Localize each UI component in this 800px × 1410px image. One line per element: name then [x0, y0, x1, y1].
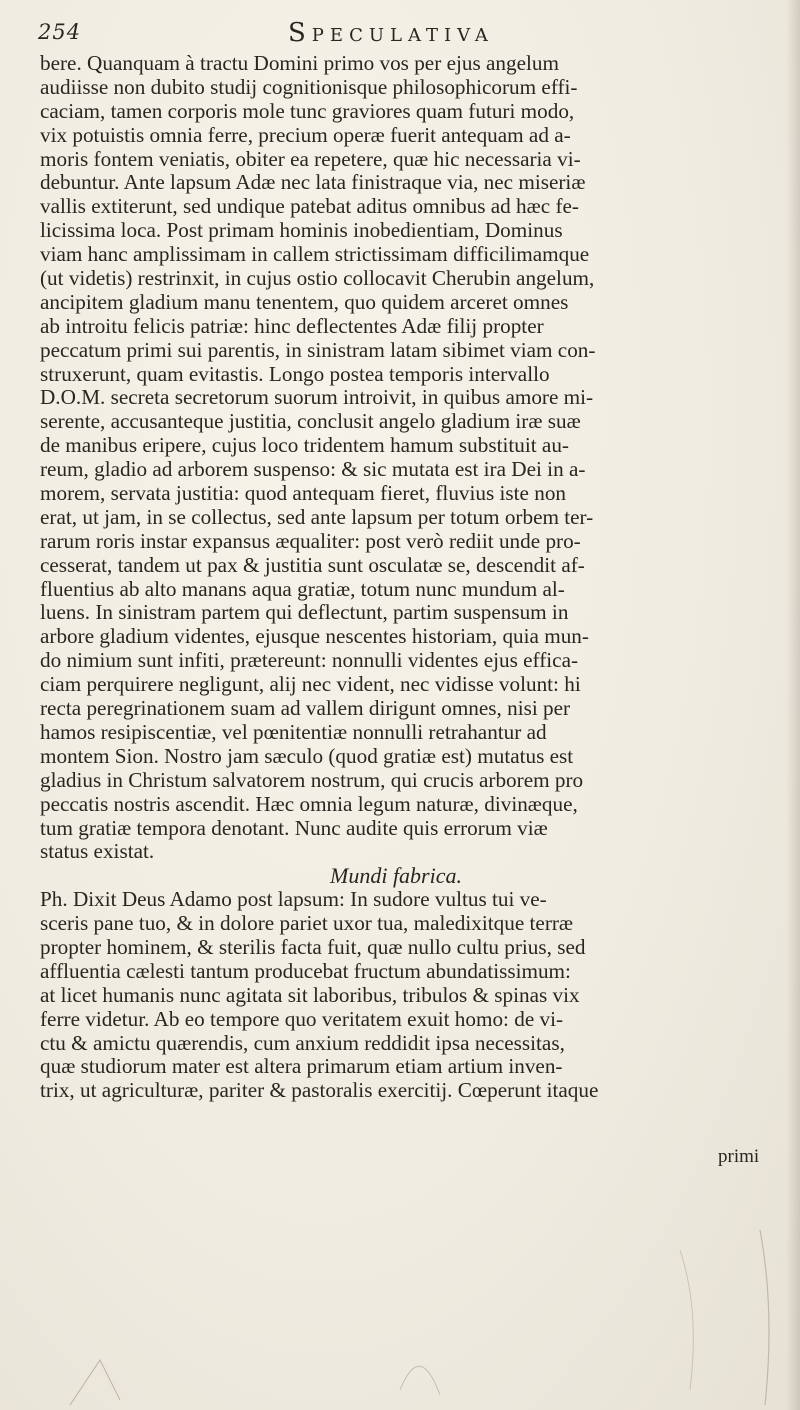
text-line: ancipitem gladium manu tenentem, quo quidem arceret omnes — [40, 290, 569, 314]
text-line: ctu & amictu quærendis, cum anxium reddidit ipsa necessitas, — [40, 1031, 565, 1055]
text-line: de manibus eripere, cujus loco tridentem hamum substituit au- — [40, 434, 569, 458]
text-line: caciam, tamen corporis mole tunc graviores quam futuri modo, — [40, 99, 575, 123]
page-edge-shadow — [786, 0, 800, 1410]
text-line: gladius in Christum salvatorem nostrum, qui crucis arborem pro — [40, 768, 584, 792]
text-line: serente, accusanteque justitia, conclusit angelo gladium iræ suæ — [40, 410, 581, 434]
text-line: peccatum primi sui parentis, in sinistram latam sibimet viam con- — [40, 338, 596, 362]
body-text — [40, 52, 775, 1103]
text-line: ferre videtur. Ab eo tempore quo veritatem exuit homo: de vi- — [40, 1007, 564, 1031]
text-line: ab introitu felicis patriæ: hinc deflectentes Adæ filij propter — [40, 314, 544, 338]
text-line: do nimium sunt infiti, prætereunt: nonnulli videntes ejus effica- — [40, 649, 579, 673]
section-heading: Mundi fabrica. — [330, 863, 462, 889]
text-line: licissima loca. Post primam hominis inobedientiam, Dominus — [40, 219, 563, 243]
text-line: morem, servata justitia: quod antequam fieret, fluvius iste non — [40, 482, 567, 506]
text-line: vix potuistis omnia ferre, precium operæ fuerit antequam ad a- — [40, 123, 571, 147]
paragraph-1 — [40, 52, 775, 864]
text-line: (ut videtis) restrinxit, in cujus ostio collocavit Cherubin angelum, — [40, 267, 595, 291]
page-stain-decoration — [0, 1190, 800, 1410]
text-line: trix, ut agriculturæ, pariter & pastoralis exercitij. Cœperunt itaque — [40, 1079, 599, 1103]
text-line: cesserat, tandem ut pax & justitia sunt osculatæ se, descendit af- — [40, 553, 585, 577]
page-number: 254 — [38, 20, 82, 44]
page-header — [38, 18, 768, 52]
text-line: fluentius ab alto manans aqua gratiæ, totum nunc mundum al- — [40, 577, 565, 601]
text-line: moris fontem veniatis, obiter ea repetere, quæ hic necessaria vi- — [40, 147, 581, 171]
text-line: recta peregrinationem suam ad vallem dirigunt omnes, nisi per — [40, 697, 571, 721]
text-line: affluentia cælesti tantum producebat fructum abundatissimum: — [40, 959, 571, 983]
text-line: at licet humanis nunc agitata sit laboribus, tribulos & spinas vix — [40, 983, 580, 1007]
text-line: propter hominem, & sterilis facta fuit, quæ nullo cultu prius, sed — [40, 935, 586, 959]
text-line: bere. Quanquam à tractu Domini primo vos per ejus angelum — [40, 52, 559, 75]
text-line: struxerunt, quam evitastis. Longo postea temporis intervallo — [40, 362, 550, 386]
running-title: Speculativa — [288, 18, 494, 48]
text-line: quæ studiorum mater est altera primarum etiam artium inven- — [40, 1055, 563, 1079]
text-line: debuntur. Ante lapsum Adæ nec lata finistraque via, nec miseriæ — [40, 171, 586, 195]
text-line: erat, ut jam, in se collectus, sed ante lapsum per totum orbem ter- — [40, 505, 594, 529]
text-line: viam hanc amplissimam in callem strictissimam difficilimamque — [40, 243, 590, 267]
text-line: hamos resipiscentiæ, vel pœnitentiæ nonnulli retrahantur ad — [40, 720, 547, 744]
text-line: D.O.M. secreta secretorum suorum introivit, in quibus amore mi- — [40, 386, 594, 410]
text-line: reum, gladio ad arborem suspenso: & sic mutata est ira Dei in a- — [40, 458, 586, 482]
text-line: vallis extiterunt, sed undique patebat aditus omnibus ad hæc fe- — [40, 195, 579, 219]
text-line: peccatis nostris ascendit. Hæc omnia legum naturæ, divinæque, — [40, 792, 578, 816]
text-line: montem Sion. Nostro jam sæculo (quod gratiæ est) mutatus est — [40, 744, 574, 768]
text-line: sceris pane tuo, & in dolore pariet uxor tua, maledixitque terræ — [40, 912, 574, 936]
text-line: rarum roris instar expansus æqualiter: post verò rediit unde pro- — [40, 529, 581, 553]
paragraph-2 — [40, 888, 775, 1103]
text-line: arbore gladium videntes, ejusque nescentes historiam, quia mun- — [40, 625, 589, 649]
text-line: ciam perquirere negligunt, alij nec vident, nec vidisse volunt: hi — [40, 673, 581, 697]
catchword: primi — [718, 1146, 760, 1167]
text-line: Ph. Dixit Deus Adamo post lapsum: In sudore vultus tui ve- — [40, 888, 547, 912]
text-line: luens. In sinistram partem qui deflectunt, partim suspensum in — [40, 601, 569, 625]
text-line: status existat. — [40, 840, 155, 864]
text-line: audiisse non dubito studij cognitionisque philosophicorum effi- — [40, 75, 578, 99]
text-line: tum gratiæ tempora denotant. Nunc audite quis errorum viæ — [40, 816, 548, 840]
